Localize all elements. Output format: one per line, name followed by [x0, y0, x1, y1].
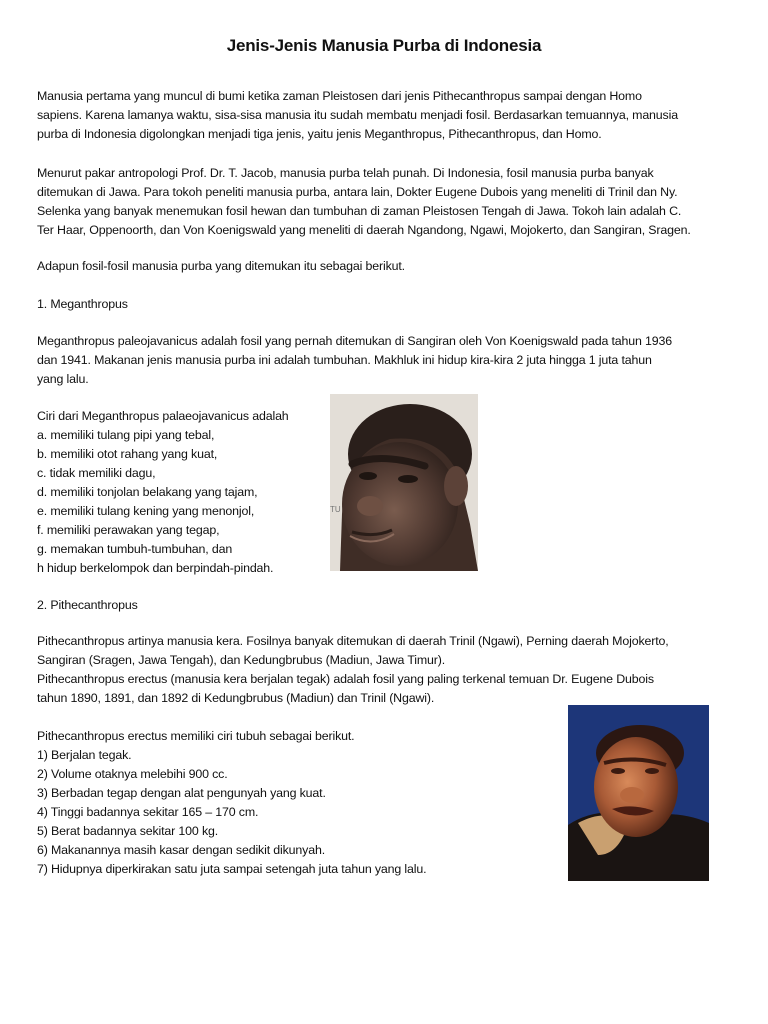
list-item: 5) Berat badannya sekitar 100 kg. — [37, 824, 219, 838]
text-line: Pithecanthropus artinya manusia kera. Fosilnya banyak ditemukan di daerah Trinil (Ngawi), Perning daerah Mojokerto, — [37, 634, 669, 648]
pithecanthropus-traits — [37, 727, 426, 879]
list-item: c. tidak memiliki dagu, — [37, 466, 156, 480]
text-line: Adapun fosil-fosil manusia purba yang ditemukan itu sebagai berikut. — [37, 259, 405, 273]
text-line: Pithecanthropus erectus (manusia kera berjalan tegak) adalah fosil yang paling terkenal temuan Dr. Eugene Dubois — [37, 672, 654, 686]
pithecanthropus-photo — [568, 705, 709, 881]
list-item: 1) Berjalan tegak. — [37, 748, 132, 762]
text-line: Ter Haar, Oppenoorth, dan Von Koenigswald yang meneliti di daerah Ngandong, Ngawi, Mojokerto, dan Sangiran, Sragen. — [37, 223, 691, 237]
ape-man-face-image — [330, 394, 478, 571]
text-line: tahun 1890, 1891, dan 1892 di Kedungbrubus (Madiun) dan Trinil (Ngawi). — [37, 691, 435, 705]
list-item: f. memiliki perawakan yang tegap, — [37, 523, 220, 537]
section-heading-meganthropus: 1. Meganthropus — [37, 297, 128, 311]
transition-paragraph — [37, 257, 405, 276]
list-item: b. memiliki otot rahang yang kuat, — [37, 447, 218, 461]
meganthropus-traits — [37, 407, 289, 578]
meganthropus-photo — [330, 394, 478, 571]
svg-text:TU: TU — [330, 505, 341, 514]
page-title: Jenis-Jenis Manusia Purba di Indonesia — [226, 36, 542, 55]
list-item: h hidup berkelompok dan berpindah-pindah. — [37, 561, 274, 575]
list-item: g. memakan tumbuh-tumbuhan, dan — [37, 542, 233, 556]
text-line: Selenka yang banyak menemukan fosil hewan dan tumbuhan di zaman Pleistosen Tengah di Jawa. Tokoh lain adalah C. — [37, 204, 682, 218]
text-line: Meganthropus paleojavanicus adalah fosil yang pernah ditemukan di Sangiran oleh Von Koenigswald pada tahun 1936 — [37, 334, 673, 348]
text-line: sapiens. Karena lamanya waktu, sisa-sisa manusia itu sudah membatu menjadi fosil. Berdasarkan temuannya, manusia — [37, 108, 678, 122]
text-line: Sangiran (Sragen, Jawa Tengah), dan Kedungbrubus (Madiun, Jawa Timur). — [37, 653, 446, 667]
text-line: Menurut pakar antropologi Prof. Dr. T. Jacob, manusia purba telah punah. Di Indonesia, fosil manusia purba banyak — [37, 166, 654, 180]
intro-paragraph — [37, 87, 678, 144]
list-item: 2) Volume otaknya melebihi 900 cc. — [37, 767, 228, 781]
text-line: yang lalu. — [37, 372, 89, 386]
researchers-paragraph — [37, 164, 691, 240]
list-item: a. memiliki tulang pipi yang tebal, — [37, 428, 215, 442]
ape-man-painting-image — [568, 705, 709, 881]
text-line: dan 1941. Makanan jenis manusia purba ini adalah tumbuhan. Makhluk ini hidup kira-kira 2 juta hingga 1 juta tahun — [37, 353, 652, 367]
pithecanthropus-description — [37, 632, 669, 708]
text-line: purba di Indonesia digolongkan menjadi tiga jenis, yaitu jenis Meganthropus, Pithecanthropus, dan Homo. — [37, 127, 602, 141]
list-item: 3) Berbadan tegap dengan alat pengunyah yang kuat. — [37, 786, 326, 800]
meganthropus-description — [37, 332, 672, 389]
text-line: ditemukan di Jawa. Para tokoh peneliti manusia purba, antara lain, Dokter Eugene Dubois yang meneliti di Trinil dan Ny. — [37, 185, 678, 199]
section-heading-pithecanthropus: 2. Pithecanthropus — [37, 598, 138, 612]
traits-intro: Pithecanthropus erectus memiliki ciri tubuh sebagai berikut. — [37, 729, 355, 743]
list-item: d. memiliki tonjolan belakang yang tajam, — [37, 485, 258, 499]
text-line: Manusia pertama yang muncul di bumi ketika zaman Pleistosen dari jenis Pithecanthropus sampai dengan Homo — [37, 89, 642, 103]
list-item: 7) Hidupnya diperkirakan satu juta sampai setengah juta tahun yang lalu. — [37, 862, 427, 876]
list-item: 4) Tinggi badannya sekitar 165 – 170 cm. — [37, 805, 259, 819]
traits-intro: Ciri dari Meganthropus palaeojavanicus adalah — [37, 409, 289, 423]
list-item: 6) Makanannya masih kasar dengan sedikit dikunyah. — [37, 843, 325, 857]
list-item: e. memiliki tulang kening yang menonjol, — [37, 504, 255, 518]
